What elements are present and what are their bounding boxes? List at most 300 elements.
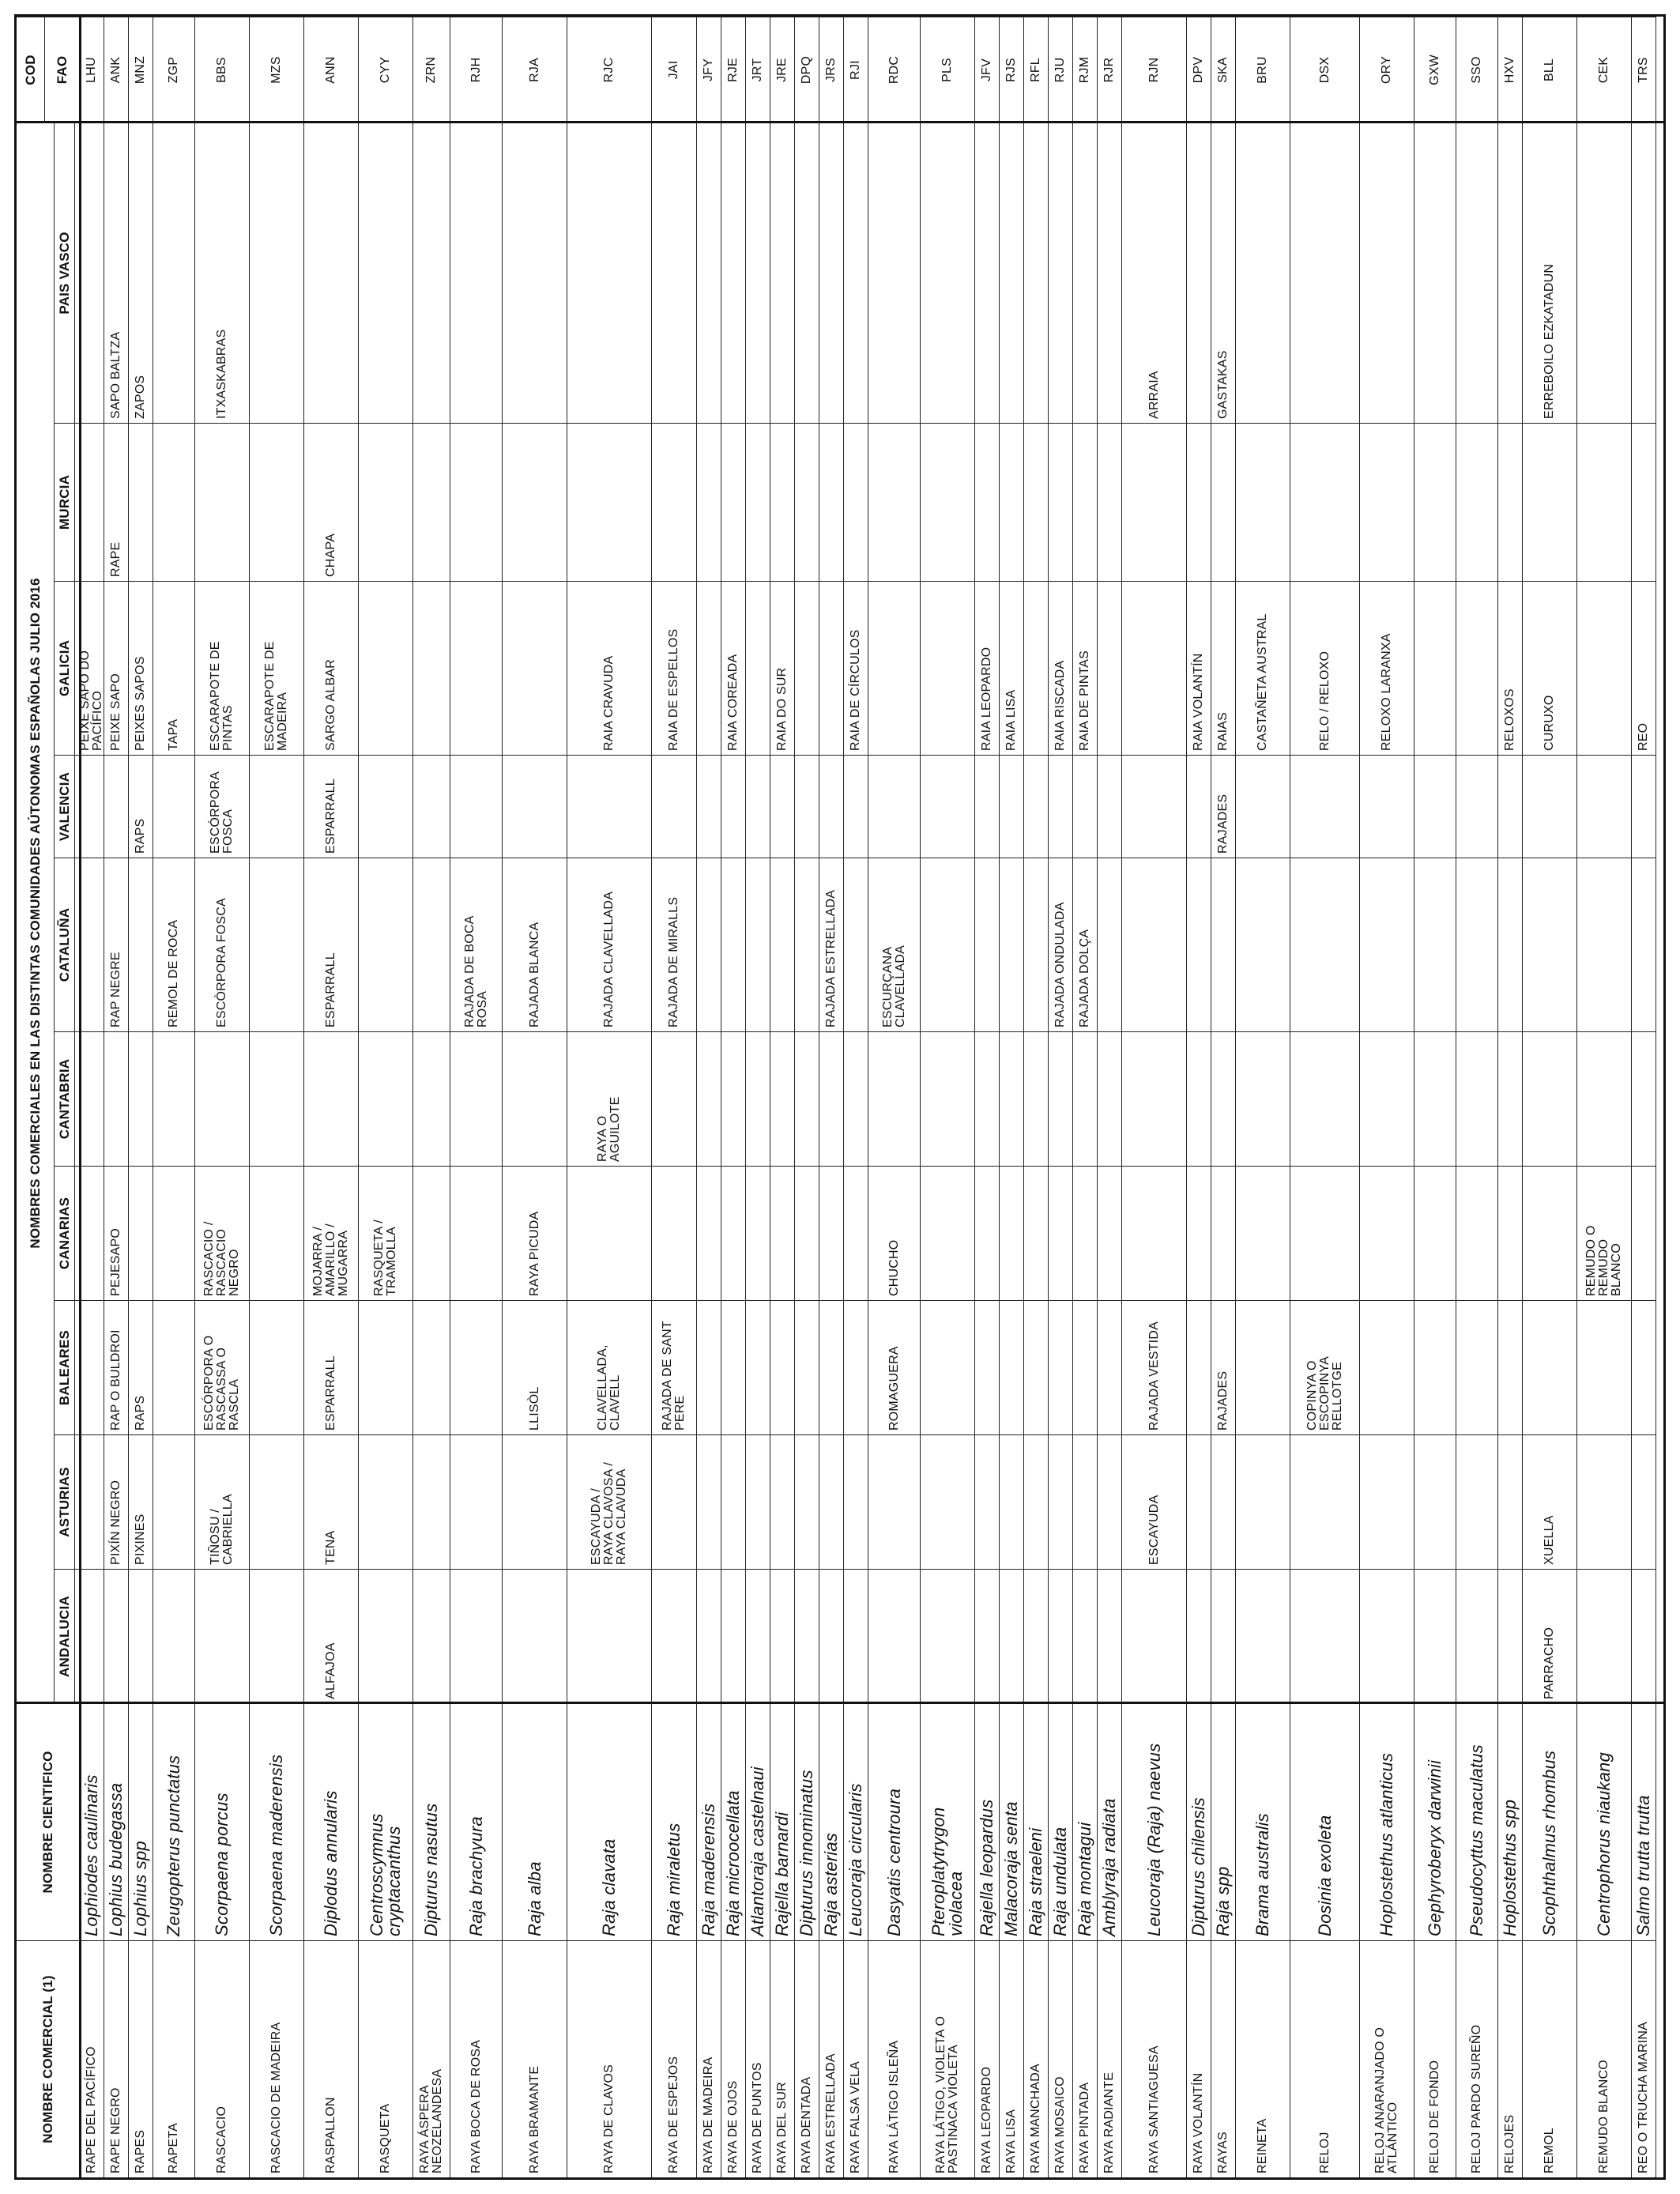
pais-vasco-cell	[250, 123, 304, 423]
header-region-canarias-text: CANARIAS	[56, 1197, 72, 1270]
murcia-cell	[1211, 423, 1236, 581]
commercial-name-cell	[1187, 1940, 1211, 2177]
fao-code-cell	[1360, 17, 1414, 123]
commercial-name-cell	[921, 1940, 975, 2177]
andalucia-cell	[1000, 1569, 1024, 1703]
valencia-cell	[844, 755, 868, 858]
canarias-cell	[250, 1166, 304, 1300]
scientific-name-cell-text: Leucoraja (Raja) naevus	[1143, 1743, 1164, 1936]
cantabria-cell	[195, 1031, 250, 1166]
pais-vasco-cell-text: ARRAIA	[1147, 371, 1161, 419]
baleares-cell-text: LLISÒL	[527, 1386, 541, 1431]
asturias-cell	[1498, 1434, 1523, 1569]
commercial-name-cell	[1360, 1940, 1414, 2177]
commercial-name-cell-text: RAYA DE PUNTOS	[751, 2062, 764, 2173]
fao-code-cell-text: RJU	[1053, 57, 1067, 83]
cataluna-cell	[250, 858, 304, 1031]
baleares-cell	[975, 1300, 1000, 1434]
fao-code-cell	[1632, 17, 1656, 123]
baleares-cell	[746, 1300, 770, 1434]
scientific-name-cell	[1360, 1703, 1414, 1940]
galicia-cell	[746, 581, 770, 755]
scientific-name-cell-text: Zeugopterus punctatus	[164, 1755, 183, 1936]
commercial-name-cell	[503, 1940, 567, 2177]
cataluna-cell	[697, 858, 721, 1031]
andalucia-cell	[1073, 1569, 1098, 1703]
andalucia-cell	[80, 1569, 104, 1703]
cataluna-cell	[1498, 858, 1523, 1031]
baleares-cell	[1577, 1300, 1632, 1434]
commercial-name-cell-text: RAPETA	[167, 2122, 180, 2173]
andalucia-cell	[1360, 1569, 1414, 1703]
cataluna-cell	[819, 858, 844, 1031]
cataluna-cell	[795, 858, 819, 1031]
cataluna-cell	[1236, 858, 1290, 1031]
valencia-cell	[1360, 755, 1414, 858]
cantabria-cell	[652, 1031, 697, 1166]
canarias-cell	[844, 1166, 868, 1300]
galicia-cell-text: RAIA DE PINTAS	[1078, 650, 1091, 751]
fao-code-cell-text: HXV	[1503, 56, 1516, 84]
baleares-cell	[1456, 1300, 1498, 1434]
asturias-cell	[1577, 1434, 1632, 1569]
valencia-cell	[1211, 755, 1236, 858]
header-scientific-name-text: NOMBRE CIENTIFICO	[40, 1751, 55, 1894]
commercial-name-cell	[652, 1940, 697, 2177]
asturias-cell	[721, 1434, 746, 1569]
asturias-cell-text: PIXÍN NEGRO	[109, 1480, 122, 1565]
murcia-cell	[652, 423, 697, 581]
canarias-cell	[975, 1166, 1000, 1300]
fao-code-cell	[921, 17, 975, 123]
scientific-name-cell-text: Rajella barnardi	[772, 1811, 792, 1936]
murcia-cell	[129, 423, 153, 581]
scientific-name-cell-text: Raja brachyura	[465, 1816, 486, 1936]
fao-code-cell	[503, 17, 567, 123]
valencia-cell	[1414, 755, 1456, 858]
murcia-cell	[868, 423, 921, 581]
scientific-name-cell-text: Raja undulata	[1050, 1826, 1070, 1936]
scientific-name-cell	[153, 1703, 195, 1940]
cataluna-cell	[1049, 858, 1073, 1031]
cantabria-cell	[844, 1031, 868, 1166]
commercial-name-cell	[250, 1940, 304, 2177]
baleares-cell	[413, 1300, 450, 1434]
scientific-name-cell	[1098, 1703, 1122, 1940]
fao-code-cell-text: ORY	[1380, 56, 1393, 84]
commercial-name-cell	[413, 1940, 450, 2177]
valencia-cell	[1122, 755, 1187, 858]
scientific-name-cell	[819, 1703, 844, 1940]
canarias-cell	[819, 1166, 844, 1300]
andalucia-cell	[413, 1569, 450, 1703]
commercial-name-cell-text: REMOL	[1543, 2128, 1556, 2173]
canarias-cell	[746, 1166, 770, 1300]
baleares-cell	[1236, 1300, 1290, 1434]
galicia-cell	[1024, 581, 1049, 755]
commercial-name-cell-text: RELOJ ANARANJADO O ATLÁNTICO	[1373, 2027, 1399, 2173]
asturias-cell	[129, 1434, 153, 1569]
asturias-cell	[80, 1434, 104, 1569]
baleares-cell	[1049, 1300, 1073, 1434]
asturias-cell	[795, 1434, 819, 1569]
baleares-cell	[1024, 1300, 1049, 1434]
galicia-cell	[1211, 581, 1236, 755]
commercial-name-cell	[1049, 1940, 1073, 2177]
cataluna-cell	[1577, 858, 1632, 1031]
andalucia-cell	[567, 1569, 652, 1703]
scientific-name-cell	[195, 1703, 250, 1940]
valencia-cell	[1098, 755, 1122, 858]
header-region-andalucia-text: ANDALUCIA	[56, 1596, 72, 1677]
fao-code-cell	[1498, 17, 1523, 123]
fao-code-cell	[697, 17, 721, 123]
galicia-cell	[868, 581, 921, 755]
scientific-name-cell-text: Diplodus annularis	[321, 1790, 341, 1936]
andalucia-cell	[1187, 1569, 1211, 1703]
asturias-cell	[697, 1434, 721, 1569]
cataluna-cell	[746, 858, 770, 1031]
pais-vasco-cell	[1577, 123, 1632, 423]
cantabria-cell	[1187, 1031, 1211, 1166]
scientific-name-cell	[250, 1703, 304, 1940]
murcia-cell	[1414, 423, 1456, 581]
pais-vasco-cell	[746, 123, 770, 423]
commercial-name-cell	[304, 1940, 359, 2177]
scientific-name-cell-text: Hoplostethus spp	[1500, 1799, 1520, 1936]
scientific-name-cell-text: Dipturus nasutus	[421, 1803, 441, 1936]
commercial-name-cell	[1456, 1940, 1498, 2177]
commercial-name-cell-text: RAYA BRAMANTE	[527, 2065, 541, 2173]
canarias-cell	[652, 1166, 697, 1300]
galicia-cell	[697, 581, 721, 755]
pais-vasco-cell	[450, 123, 503, 423]
scientific-name-cell	[1414, 1703, 1456, 1940]
andalucia-cell	[770, 1569, 795, 1703]
baleares-cell-text: ESPARRALL	[324, 1355, 337, 1431]
commercial-name-cell-text: RELOJ	[1317, 2132, 1332, 2173]
valencia-cell	[697, 755, 721, 858]
fao-code-cell	[567, 17, 652, 123]
header-region-asturias	[55, 1434, 75, 1569]
scientific-name-cell	[697, 1703, 721, 1940]
murcia-cell	[567, 423, 652, 581]
cantabria-cell	[1632, 1031, 1656, 1166]
galicia-cell	[652, 581, 697, 755]
fao-code-cell	[250, 17, 304, 123]
commercial-name-cell-text: RAYA LEOPARDO	[980, 2066, 993, 2173]
header-region-galicia-text: GALICIA	[56, 639, 72, 697]
canarias-cell	[413, 1166, 450, 1300]
pais-vasco-cell	[795, 123, 819, 423]
scientific-name-cell	[1577, 1703, 1632, 1940]
cataluna-cell	[1290, 858, 1360, 1031]
galicia-cell	[975, 581, 1000, 755]
fao-code-cell-text: RJA	[527, 58, 541, 82]
baleares-cell	[819, 1300, 844, 1434]
cataluna-cell	[503, 858, 567, 1031]
baleares-cell	[153, 1300, 195, 1434]
commercial-name-cell	[975, 1940, 1000, 2177]
cantabria-cell	[1211, 1031, 1236, 1166]
pais-vasco-cell	[1024, 123, 1049, 423]
scientific-name-cell-text: Raja alba	[524, 1861, 544, 1936]
commercial-name-cell-text: REINETA	[1256, 2118, 1269, 2173]
fao-code-cell-text: CYY	[379, 56, 392, 84]
scientific-name-cell-text: Amblyraja radiata	[1099, 1798, 1119, 1936]
fao-code-cell-text: DPQ	[800, 55, 813, 85]
cataluna-cell	[195, 858, 250, 1031]
pais-vasco-cell	[1000, 123, 1024, 423]
cantabria-cell	[1122, 1031, 1187, 1166]
valencia-cell	[1498, 755, 1523, 858]
scientific-name-cell	[795, 1703, 819, 1940]
andalucia-cell	[1236, 1569, 1290, 1703]
canarias-cell	[195, 1166, 250, 1300]
fao-code-cell-text: ZGP	[167, 56, 180, 84]
murcia-cell	[250, 423, 304, 581]
scientific-name-cell-text: Dosinia exoleta	[1314, 1815, 1335, 1936]
scientific-name-cell-text: Raja clavata	[599, 1838, 619, 1936]
asturias-cell	[1000, 1434, 1024, 1569]
commercial-name-cell	[1000, 1940, 1024, 2177]
fao-code-cell-text: RJH	[469, 57, 483, 83]
asturias-cell	[819, 1434, 844, 1569]
commercial-name-cell-text: RELOJ DE FONDO	[1428, 2060, 1441, 2173]
scientific-name-cell-text: Leucoraja circularis	[846, 1783, 865, 1936]
scientific-name-cell	[770, 1703, 795, 1940]
commercial-name-cell	[1498, 1940, 1523, 2177]
canarias-cell-text: RAYA PICUDA	[527, 1211, 541, 1296]
pais-vasco-cell-text: ZAPOS	[134, 375, 147, 419]
fao-code-cell-text: JFY	[702, 58, 715, 82]
murcia-cell	[921, 423, 975, 581]
murcia-cell	[195, 423, 250, 581]
andalucia-cell	[795, 1569, 819, 1703]
pais-vasco-cell	[1632, 123, 1656, 423]
baleares-cell	[304, 1300, 359, 1434]
cataluna-cell	[413, 858, 450, 1031]
valencia-cell	[359, 755, 413, 858]
valencia-cell	[1024, 755, 1049, 858]
pais-vasco-cell	[1456, 123, 1498, 423]
commercial-name-cell	[1122, 1940, 1187, 2177]
fao-code-cell	[1211, 17, 1236, 123]
galicia-cell-text: RAIA CRAVUDA	[602, 655, 616, 751]
commercial-name-cell-text: RAPES	[134, 2129, 147, 2173]
cantabria-cell	[921, 1031, 975, 1166]
galicia-cell-text: RAIAS	[1216, 711, 1230, 751]
fao-code-cell-text: PLS	[940, 58, 954, 82]
galicia-cell	[1577, 581, 1632, 755]
commercial-name-cell	[721, 1940, 746, 2177]
cantabria-cell	[697, 1031, 721, 1166]
fao-code-cell-text: RDC	[887, 55, 901, 85]
galicia-cell	[304, 581, 359, 755]
cantabria-cell	[819, 1031, 844, 1166]
asturias-cell	[567, 1434, 652, 1569]
header-region-galicia	[55, 581, 75, 755]
canarias-cell	[697, 1166, 721, 1300]
fao-code-cell	[450, 17, 503, 123]
header-cod	[17, 17, 45, 123]
cantabria-cell	[1414, 1031, 1456, 1166]
fao-code-cell	[1024, 17, 1049, 123]
fao-code-cell	[1049, 17, 1073, 123]
galicia-cell	[1414, 581, 1456, 755]
pais-vasco-cell-text: ERREBOILO EZKATADUN	[1543, 263, 1556, 419]
fao-code-cell	[1577, 17, 1632, 123]
column-divider	[17, 1702, 1663, 1704]
pais-vasco-cell	[359, 123, 413, 423]
galicia-cell-text: RAIA LISA	[1004, 689, 1018, 751]
murcia-cell	[153, 423, 195, 581]
valencia-cell	[129, 755, 153, 858]
fao-code-cell	[80, 17, 104, 123]
galicia-cell	[503, 581, 567, 755]
cataluna-cell-text: RAJADA ESTRELLADA	[824, 889, 838, 1027]
valencia-cell	[819, 755, 844, 858]
scientific-name-cell-text: Centrophorus niaukang	[1594, 1752, 1614, 1936]
canarias-cell	[1000, 1166, 1024, 1300]
valencia-cell-text: RAPS	[134, 818, 147, 854]
canarias-cell	[304, 1166, 359, 1300]
fao-code-cell-text: JRE	[775, 58, 789, 82]
canarias-cell	[1236, 1166, 1290, 1300]
cataluna-cell	[1360, 858, 1414, 1031]
header-title	[17, 123, 55, 1703]
galicia-cell	[921, 581, 975, 755]
pais-vasco-cell	[104, 123, 129, 423]
murcia-cell	[1290, 423, 1360, 581]
canarias-cell	[1290, 1166, 1360, 1300]
commercial-name-cell-text: RAYA LISA	[1004, 2109, 1018, 2173]
commercial-name-cell-text: RAYA DENTADA	[800, 2076, 813, 2173]
cataluna-cell-text: RAJADA BLANCA	[527, 922, 541, 1027]
cataluna-cell	[721, 858, 746, 1031]
commercial-name-cell-text: RAYA DE OJOS	[726, 2080, 740, 2173]
valencia-cell	[413, 755, 450, 858]
commercial-name-cell	[697, 1940, 721, 2177]
fao-code-cell	[1122, 17, 1187, 123]
fao-code-cell	[975, 17, 1000, 123]
commercial-name-cell-text: REO O TRUCHA MARINA	[1637, 2022, 1650, 2173]
murcia-cell	[1000, 423, 1024, 581]
andalucia-cell	[1211, 1569, 1236, 1703]
galicia-cell-text: RAIA VOLANTÍN	[1192, 653, 1205, 751]
cataluna-cell-text: RAJADA DOLÇA	[1078, 929, 1091, 1027]
andalucia-cell	[746, 1569, 770, 1703]
pais-vasco-cell	[868, 123, 921, 423]
pais-vasco-cell	[304, 123, 359, 423]
andalucia-cell	[1632, 1569, 1656, 1703]
valencia-cell	[1456, 755, 1498, 858]
fao-code-cell	[868, 17, 921, 123]
fao-code-cell-text: RJM	[1078, 56, 1091, 84]
valencia-cell	[721, 755, 746, 858]
scientific-name-cell	[1073, 1703, 1098, 1940]
asturias-cell	[450, 1434, 503, 1569]
cantabria-cell	[250, 1031, 304, 1166]
galicia-cell-text: RAIA RISCADA	[1053, 660, 1067, 751]
fao-code-cell	[795, 17, 819, 123]
galicia-cell-text: PEIXES SAPOS	[134, 656, 147, 751]
baleares-cell	[697, 1300, 721, 1434]
baleares-cell	[721, 1300, 746, 1434]
canarias-cell	[721, 1166, 746, 1300]
galicia-cell-text: RAIA DE ESPELLOS	[667, 628, 680, 751]
fao-code-cell-text: RJI	[849, 60, 862, 80]
baleares-cell	[652, 1300, 697, 1434]
cataluna-cell-text: RAP NEGRE	[109, 952, 122, 1027]
murcia-cell	[1498, 423, 1523, 581]
canarias-cell	[1414, 1166, 1456, 1300]
galicia-cell	[1360, 581, 1414, 755]
baleares-cell	[1523, 1300, 1577, 1434]
scientific-name-cell-text: Pseudocyttus maculatus	[1467, 1744, 1486, 1936]
andalucia-cell	[250, 1569, 304, 1703]
asturias-cell-text: XUELLA	[1543, 1515, 1556, 1565]
header-region-asturias-text: ASTURIAS	[56, 1467, 72, 1537]
commercial-name-cell-text: RELOJES	[1503, 2114, 1516, 2173]
header-commercial-name-text: NOMBRE COMERCIAL (1)	[40, 1975, 55, 2143]
andalucia-cell	[195, 1569, 250, 1703]
commercial-name-cell	[1024, 1940, 1049, 2177]
commercial-name-cell	[1098, 1940, 1122, 2177]
scientific-name-cell	[868, 1703, 921, 1940]
pais-vasco-cell	[721, 123, 746, 423]
cantabria-cell	[567, 1031, 652, 1166]
fao-code-cell-text: ANN	[324, 56, 337, 84]
baleares-cell	[1414, 1300, 1456, 1434]
asturias-cell	[503, 1434, 567, 1569]
cataluna-cell	[153, 858, 195, 1031]
fao-code-cell-text: ZRN	[424, 56, 438, 84]
pais-vasco-cell-text: ITXASKABRAS	[215, 329, 228, 419]
scientific-name-cell-text: Lophius budegassa	[106, 1782, 126, 1936]
murcia-cell	[1456, 423, 1498, 581]
cantabria-cell-text: RAYA O AGUILOTE	[596, 1096, 622, 1162]
valencia-cell	[250, 755, 304, 858]
baleares-cell	[868, 1300, 921, 1434]
asturias-cell	[1360, 1434, 1414, 1569]
canarias-cell-text: CHUCHO	[887, 1239, 901, 1296]
andalucia-cell	[868, 1569, 921, 1703]
fao-code-cell-text: JRT	[751, 58, 764, 82]
cantabria-cell	[1456, 1031, 1498, 1166]
valencia-cell	[195, 755, 250, 858]
scientific-name-cell-text: Rajella leopardus	[977, 1799, 996, 1936]
cataluna-cell	[921, 858, 975, 1031]
scientific-name-cell-text: Raja microocellata	[723, 1790, 743, 1936]
scientific-name-cell-text: Gephyroberyx darwinii	[1425, 1759, 1445, 1936]
header-region-valencia	[55, 755, 75, 858]
canarias-cell	[795, 1166, 819, 1300]
pais-vasco-cell	[195, 123, 250, 423]
asturias-cell	[746, 1434, 770, 1569]
galicia-cell	[1632, 581, 1656, 755]
canarias-cell	[1098, 1166, 1122, 1300]
cataluna-cell	[1632, 858, 1656, 1031]
valencia-cell	[652, 755, 697, 858]
header-region-canarias	[55, 1166, 75, 1300]
galicia-cell	[844, 581, 868, 755]
cataluna-cell	[359, 858, 413, 1031]
andalucia-cell	[1098, 1569, 1122, 1703]
fao-code-cell-text: GXW	[1428, 55, 1441, 85]
header-fao-text: FAO	[54, 55, 70, 85]
commercial-name-cell	[195, 1940, 250, 2177]
